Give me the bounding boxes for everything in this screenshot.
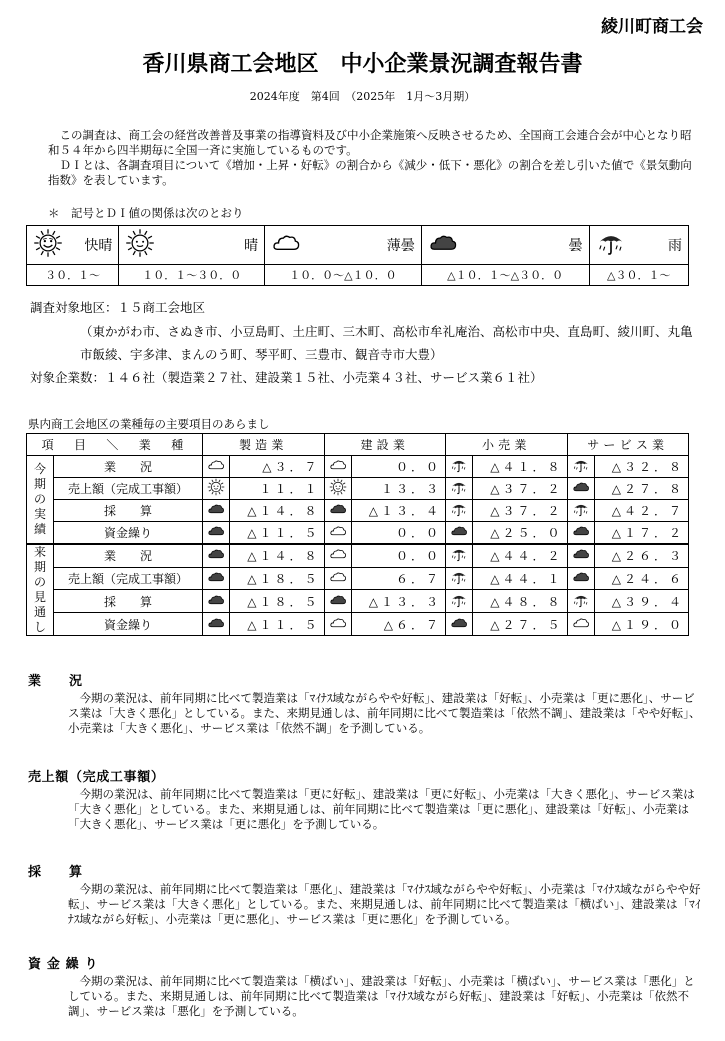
legend-range: △３０．１～ xyxy=(589,265,689,286)
section-title: 売上額（完成工事額） xyxy=(28,770,165,785)
di-value: △２５．０ xyxy=(473,522,568,545)
header-retail: 小売業 xyxy=(446,434,568,456)
survey-period: 2024年度 第4回 （2025年 1月～3月期） xyxy=(249,90,476,103)
sunny-icon xyxy=(324,478,351,500)
di-value: △２４．６ xyxy=(594,567,689,590)
table-row xyxy=(27,567,689,590)
di-value: △４４．２ xyxy=(473,544,568,567)
legend-range: １０．０～△１０．０ xyxy=(265,265,422,286)
commentary-section xyxy=(28,861,703,927)
item-label: 業 況 xyxy=(54,456,203,478)
item-label: 業 況 xyxy=(54,544,203,567)
cloudy-icon xyxy=(567,478,594,500)
light-cloud-icon xyxy=(324,567,351,590)
di-value: ０．０ xyxy=(351,456,446,478)
legend-range: △１０．１～△３０．０ xyxy=(421,265,589,286)
di-value: △４８．８ xyxy=(473,590,568,613)
intro-paragraph: ＤＩとは、各調査項目について《増加・上昇・好転》の割合から《減少・低下・悪化》の割合を差し引いた値で《景気動向指数》を表しています。 xyxy=(48,158,692,187)
di-value: △１７．２ xyxy=(594,522,689,545)
legend-range: １０．１～３０．０ xyxy=(119,265,265,286)
rain-icon xyxy=(446,567,473,590)
di-value: △２６．３ xyxy=(594,544,689,567)
legend-sunny xyxy=(119,226,265,265)
table-row xyxy=(27,522,689,545)
commentary-section xyxy=(28,670,703,736)
item-label: 資金繰り xyxy=(54,613,203,636)
di-value: △３７．２ xyxy=(473,500,568,522)
di-value: △１８．５ xyxy=(230,590,325,613)
di-value: △１３．４ xyxy=(351,500,446,522)
commentary-section xyxy=(28,953,703,1019)
cloudy-icon xyxy=(203,613,230,636)
cloudy-icon xyxy=(203,544,230,567)
legend-rain xyxy=(589,226,689,265)
di-value: △６．７ xyxy=(351,613,446,636)
sunny-icon xyxy=(203,478,230,500)
legend-label: 晴 xyxy=(244,238,259,254)
di-value: △１１．５ xyxy=(230,613,325,636)
section-body: 今期の業況は、前年同期に比べて製造業は「悪化」、建設業は「ﾏｲﾅｽ域ながらやや好転」、小売業は「ﾏｲﾅｽ域ながらやや好転」、サービス業は「大きく悪化」としている。また、来期見通しは、前年同期に比べて製造業は「横ばい」、建設業は「ﾏｲﾅｽ域ながら好転」、小売業は「更に悪化」、サービス業は「更に悪化」を予測している。 xyxy=(68,882,701,926)
di-value: △３．７ xyxy=(230,456,325,478)
table-row xyxy=(27,613,689,636)
rain-icon xyxy=(446,500,473,522)
header-manufacturing: 製造業 xyxy=(203,434,325,456)
di-value: △２７．８ xyxy=(594,478,689,500)
item-label: 採 算 xyxy=(54,500,203,522)
item-label: 売上額（完成工事額） xyxy=(54,567,203,590)
legend-light-cloud xyxy=(265,226,422,265)
di-value: △１９．０ xyxy=(594,613,689,636)
cloudy-icon xyxy=(567,522,594,545)
light-cloud-icon xyxy=(567,613,594,636)
table-caption: 県内商工会地区の業種毎の主要項目のあらまし xyxy=(28,417,270,431)
di-value: △４４．１ xyxy=(473,567,568,590)
legend-very-sunny xyxy=(27,226,119,265)
firm-count: 対象企業数：１４６社（製造業２７社、建設業１５社、小売業４３社、サービス業６１社） xyxy=(30,370,543,385)
org-name: 綾川町商工会 xyxy=(601,17,703,37)
page-title: 香川県商工会地区 中小企業景況調査報告書 xyxy=(142,52,583,77)
section-body: 今期の業況は、前年同期に比べて製造業は「ﾏｲﾅｽ域ながらやや好転」、建設業は「好転」、小売業は「更に悪化」、サービス業は「大きく悪化」としている。また、来期見通しは、前年同期に比べて製造業は「依然不調」、建設業は「やや好転」、小売業は「大きく悪化」、サービス業は「依然不調」を予測している。 xyxy=(68,691,701,735)
legend-label: 快晴 xyxy=(84,238,113,254)
legend-range: ３０．１～ xyxy=(27,265,119,286)
cloudy-icon xyxy=(567,544,594,567)
intro-paragraph: この調査は、商工会の経営改善普及事業の指導資料及び中小企業施策へ反映させるため、全国商工会連合会が中心となり昭和５４年から四半期毎に全国一斉に実施しているものです。 xyxy=(48,128,692,157)
summary-table xyxy=(26,433,689,636)
section-body: 今期の業況は、前年同期に比べて製造業は「横ばい」、建設業は「好転」、小売業は「横ばい」、サービス業は「悪化」としている。また、来期見通しは、前年同期に比べて製造業は「ﾏｲﾅｽ域ながら好転」、建設業は「好転」、小売業は「依然不調」、サービス業は「悪化」を予測している。 xyxy=(68,974,695,1018)
area-label: 調査対象地区：１５商工会地区 xyxy=(30,300,206,315)
cloudy-icon xyxy=(324,590,351,613)
cloudy-icon xyxy=(203,522,230,545)
item-label: 売上額（完成工事額） xyxy=(54,478,203,500)
cloudy-icon xyxy=(203,500,230,522)
header-item: 項 目 ＼ 業 種 xyxy=(27,434,203,456)
rain-icon xyxy=(446,478,473,500)
item-label: 採 算 xyxy=(54,590,203,613)
light-cloud-icon xyxy=(324,456,351,478)
commentary-section xyxy=(28,766,703,832)
di-value: △１１．５ xyxy=(230,522,325,545)
header-construction: 建設業 xyxy=(324,434,446,456)
section-body: 今期の業況は、前年同期に比べて製造業は「更に好転」、建設業は「更に好転」、小売業は「大きく悪化」、サービス業は「大きく悪化」としている。また、来期見通しは、前年同期に比べて製造業は「更に悪化」、建設業は「好転」、小売業は「大きく悪化」、サービス業は「更に悪化」を予測している。 xyxy=(68,787,695,831)
di-value: △３７．２ xyxy=(473,478,568,500)
di-value: ０．０ xyxy=(351,522,446,545)
area-list: （東かがわ市、さぬき市、小豆島町、土庄町、三木町、高松市牟礼庵治、高松市中央、直島町、綾川町、丸亀市飯綾、宇多津、まんのう町、琴平町、三豊市、観音寺市大豊） xyxy=(80,324,693,362)
section-title: 採 算 xyxy=(28,865,83,880)
period-label: 今 期 の 実 績 xyxy=(27,456,54,545)
rain-icon xyxy=(446,544,473,567)
rain-icon xyxy=(567,590,594,613)
cloudy-icon xyxy=(203,590,230,613)
di-value: １３．３ xyxy=(351,478,446,500)
di-value: △１８．５ xyxy=(230,567,325,590)
cloudy-icon xyxy=(567,567,594,590)
legend-label: 雨 xyxy=(668,238,682,254)
legend-label: 薄曇 xyxy=(386,238,415,254)
legend-label: 曇 xyxy=(568,238,583,254)
cloudy-icon xyxy=(446,522,473,545)
table-row xyxy=(27,456,689,478)
legend-table xyxy=(26,225,689,286)
di-value: △２７．５ xyxy=(473,613,568,636)
di-value: △４１．８ xyxy=(473,456,568,478)
rain-icon xyxy=(446,590,473,613)
di-value: ０．０ xyxy=(351,544,446,567)
sunny-icon xyxy=(125,228,155,262)
rain-icon xyxy=(567,456,594,478)
di-value: △４２．７ xyxy=(594,500,689,522)
table-row xyxy=(27,478,689,500)
di-value: １１．１ xyxy=(230,478,325,500)
rain-icon xyxy=(596,228,626,262)
section-title: 資 金 繰 り xyxy=(28,957,99,972)
rain-icon xyxy=(567,500,594,522)
cloudy-icon xyxy=(446,613,473,636)
light-cloud-icon xyxy=(324,544,351,567)
light-cloud-icon xyxy=(271,228,301,262)
table-row xyxy=(27,500,689,522)
light-cloud-icon xyxy=(324,522,351,545)
header-service: サービス業 xyxy=(567,434,689,456)
legend-note: ＊ 記号とＤＩ値の関係は次のとおり xyxy=(48,206,244,220)
light-cloud-icon xyxy=(203,456,230,478)
di-value: △１４．８ xyxy=(230,500,325,522)
legend-cloudy xyxy=(421,226,589,265)
di-value: △１３．３ xyxy=(351,590,446,613)
very-sunny-icon xyxy=(33,228,63,262)
di-value: △１４．８ xyxy=(230,544,325,567)
cloudy-icon xyxy=(428,228,458,262)
table-row xyxy=(27,544,689,567)
rain-icon xyxy=(446,456,473,478)
cloudy-icon xyxy=(203,567,230,590)
di-value: ６．７ xyxy=(351,567,446,590)
section-title: 業 況 xyxy=(28,674,83,689)
di-value: △３２．８ xyxy=(594,456,689,478)
di-value: △３９．４ xyxy=(594,590,689,613)
cloudy-icon xyxy=(324,500,351,522)
intro xyxy=(48,128,703,188)
table-row xyxy=(27,590,689,613)
light-cloud-icon xyxy=(324,613,351,636)
period-label: 来 期 の 見 通 し xyxy=(27,544,54,636)
item-label: 資金繰り xyxy=(54,522,203,545)
